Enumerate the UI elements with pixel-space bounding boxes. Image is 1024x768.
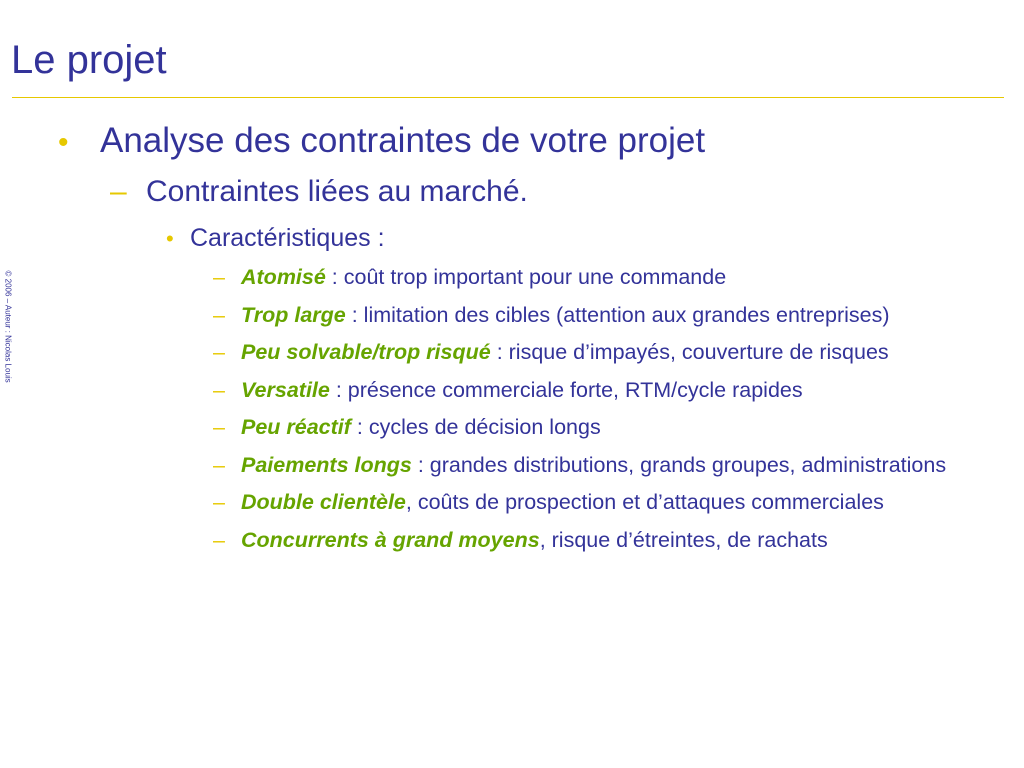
bullet-dash-icon: – [110, 175, 127, 208]
bullet-dash-icon: – [213, 340, 225, 364]
item-text: : limitation des cibles (attention aux grandes entreprises) [345, 302, 890, 327]
item-text: : risque d’impayés, couverture de risques [490, 340, 889, 364]
bullet-level-1-text: Analyse des contraintes de votre projet [100, 121, 706, 160]
item-text: : cycles de décision longs [350, 415, 601, 439]
bullet-level-3 [166, 223, 385, 254]
characteristics-list [213, 262, 948, 562]
list-item [213, 450, 948, 480]
item-keyword: Trop large [241, 302, 346, 327]
item-keyword: Peu solvable/trop risqué [241, 340, 491, 364]
bullet-dash-icon: – [213, 415, 225, 439]
list-item [213, 487, 948, 517]
list-item [213, 262, 948, 292]
bullet-level-2 [110, 174, 528, 210]
item-text: : grandes distributions, grands groupes, administrations [411, 452, 947, 477]
bullet-dot-icon: • [166, 226, 174, 251]
bullet-dash-icon: – [213, 377, 225, 402]
item-text: , risque d’étreintes, de rachats [539, 527, 828, 552]
item-text: : présence commerciale forte, RTM/cycle rapides [329, 377, 803, 402]
bullet-dash-icon: – [213, 490, 225, 514]
title-divider [12, 97, 1004, 98]
bullet-dash-icon: – [213, 452, 225, 477]
item-keyword: Double clientèle [241, 490, 406, 514]
bullet-dash-icon: – [213, 302, 225, 327]
bullet-dash-icon: – [213, 265, 225, 289]
side-credit: © 2006 – Auteur : Nicolas Louis [3, 270, 13, 383]
list-item [213, 300, 948, 330]
slide-title: Le projet [11, 38, 167, 82]
bullet-dot-icon: • [58, 126, 69, 159]
bullet-level-3-text: Caractéristiques : [190, 224, 385, 252]
list-item [213, 375, 948, 405]
item-keyword: Versatile [241, 377, 330, 402]
item-text: : coût trop important pour une commande [325, 265, 727, 289]
list-item [213, 337, 948, 367]
item-text: , coûts de prospection et d’attaques commerciales [405, 490, 884, 514]
bullet-dash-icon: – [213, 527, 225, 552]
list-item [213, 412, 948, 442]
list-item [213, 525, 948, 555]
item-keyword: Peu réactif [241, 415, 351, 439]
item-keyword: Concurrents à grand moyens [241, 527, 540, 552]
bullet-level-2-text: Contraintes liées au marché. [146, 175, 528, 208]
bullet-level-1 [58, 120, 705, 164]
item-keyword: Paiements longs [241, 452, 412, 477]
item-keyword: Atomisé [241, 265, 326, 289]
